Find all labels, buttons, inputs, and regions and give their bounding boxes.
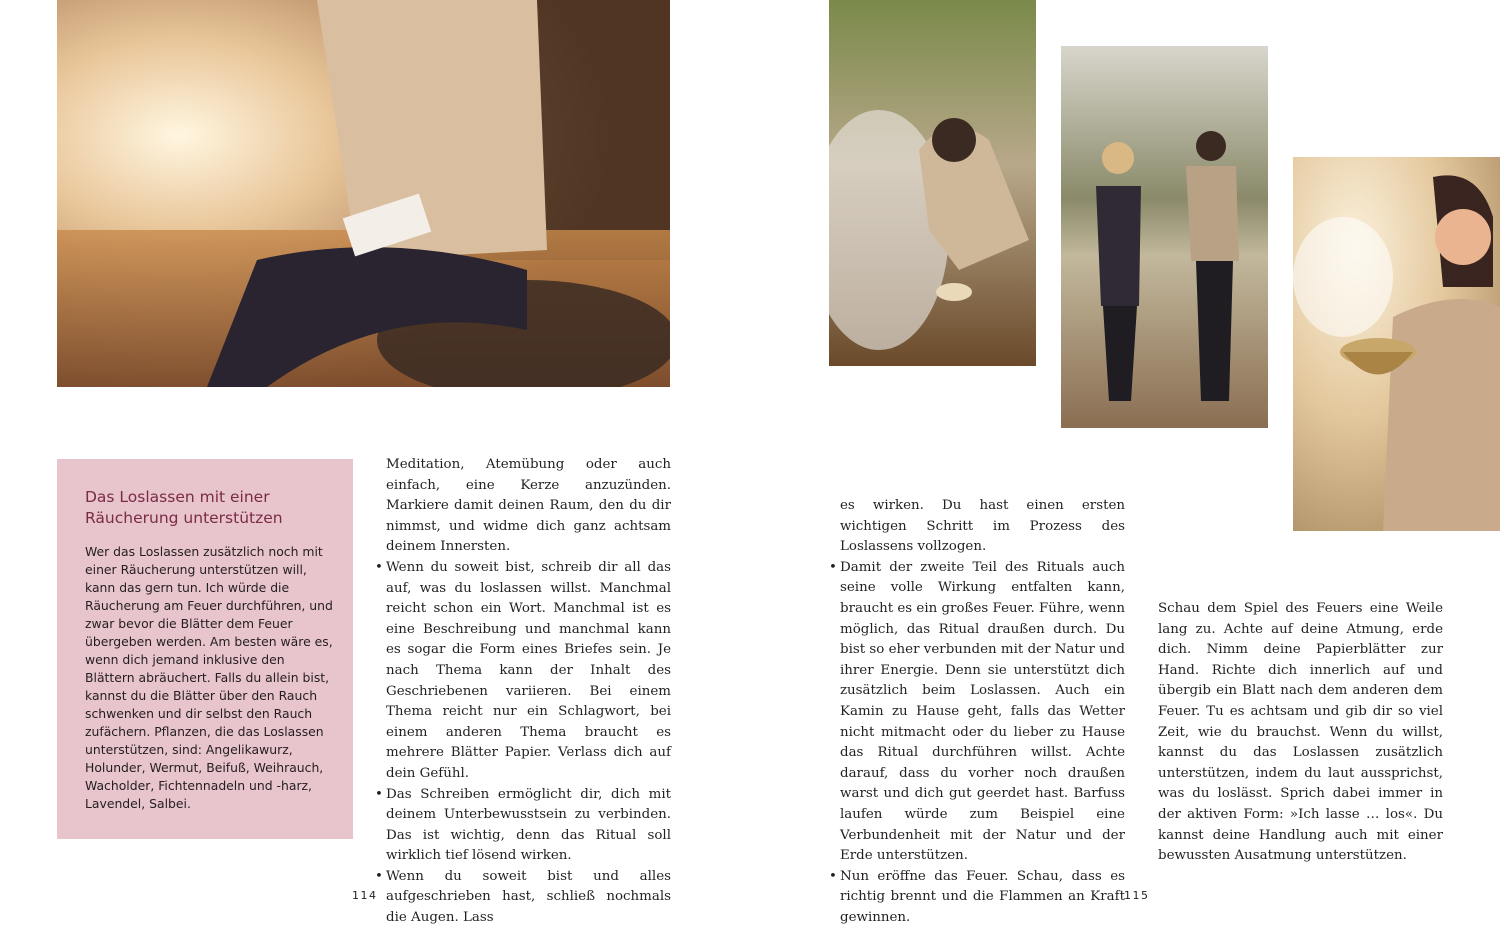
bullet-item: • Das Schreiben ermöglicht dir, dich mit deinem Unterbewusstsein zu verbinden. Das ist wichtig, denn das Ritual soll wirklich tief lösend wirken. <box>386 785 671 867</box>
photo-woman-holding-bowl <box>1293 157 1500 531</box>
bullet-list <box>386 558 671 929</box>
photo-two-women-smudging <box>1061 46 1268 428</box>
info-box-title: Das Loslassen mit einer Räucherung unterstützen <box>85 488 283 527</box>
bullet-item: • Nun eröffne das Feuer. Schau, dass es richtig brennt und die Flammen an Kraft gewinnen. <box>840 867 1125 929</box>
bullet-item: • Damit der zweite Teil des Rituals auch seine volle Wirkung entfalten kann, braucht es ein großes Feuer. Führe, wenn möglich, das Ritual draußen durch. Du bist so eher verbunden mit der Natur und ihrer Energie. Denn sie unterstützt dich zusätzlich beim Loslassen. Auch ein Kamin zu Hause geht, falls das Wetter nicht mitmacht oder du lieber zu Hause das Ritual durchführen willst. Achte darauf, dass du vorher noch draußen warst und dich gut geerdet hast. Barfuss laufen würde zum Beispiel eine Verbundenheit mit der Natur und der Erde unterstützen. <box>840 558 1125 867</box>
text-column-3 <box>1158 599 1443 867</box>
bullet-item: • Wenn du soweit bist und alles aufgeschrieben hast, schließ nochmals die Augen. Lass <box>386 867 671 929</box>
info-box-raeucherung <box>57 459 353 839</box>
paragraph: es wirken. Du hast einen ersten wichtigen Schritt im Prozess des Loslassens vollzogen. <box>840 498 1125 555</box>
text-column-2 <box>840 496 1125 928</box>
bullet-item: • Wenn du soweit bist, schreib dir all das auf, was du loslassen willst. Manchmal reicht schon ein Wort. Manchmal ist es eine Beschreibung und manchmal kann es sogar die Form eines Briefes sein. Je nach Thema kann der Inhalt des Geschriebenen variieren. Bei einem Thema reicht nur ein Schlagwort, bei einem anderen Thema braucht es mehrere Blätter Papier. Verlass dich auf dein Gefühl. <box>386 558 671 785</box>
page-number-left: 114 <box>352 889 378 902</box>
text-column-1 <box>386 455 671 929</box>
paragraph: Meditation, Atemübung oder auch einfach, eine Kerze anzuzünden. Markiere damit deinen Raum, den du dir nimmst, und widme dich ganz achtsam deinem Innersten. <box>386 457 671 555</box>
page-number-right: 115 <box>1124 889 1150 902</box>
photo-woman-crouching-smoke <box>829 0 1036 366</box>
paragraph: Schau dem Spiel des Feuers eine Weile lang zu. Achte auf deine Atmung, erde dich. Nimm deine Papierblätter zur Hand. Richte dich innerlich auf und übergib ein Blatt nach dem anderen dem Feuer. Tu es achtsam und gib dir so viel Zeit, wie du brauchst. Wenn du willst, kannst du das Loslassen zusätzlich unterstützen, indem du laut aussprichst, was du loslässt. Sprich dabei immer in der aktiven Form: »Ich lasse … los«. Du kannst deine Handlung auch mit einer bewussten Ausatmung unterstützen. <box>1158 601 1443 864</box>
bullet-list <box>840 558 1125 929</box>
photo-woman-writing-by-lake <box>57 0 670 387</box>
info-box-body: Wer das Loslassen zusätzlich noch mit einer Räucherung unterstützen will, kann das gern tun. Ich würde die Räucherung am Feuer durchführen, und zwar bevor die Blätter dem Feuer übergeben werden. Am besten wäre es, wenn dich jemand inklusive den Blättern abräuchert. Falls du allein bist, kannst du die Blätter über den Rauch schwenken und dir selbst den Rauch zufächern. Pflanzen, die das Loslassen unterstützen, sind: Angelikawurz, Holunder, Wermut, Beifuß, Weihrauch, Wacholder, Fichtennadeln und -harz, Lavendel, Salbei. <box>85 544 333 811</box>
